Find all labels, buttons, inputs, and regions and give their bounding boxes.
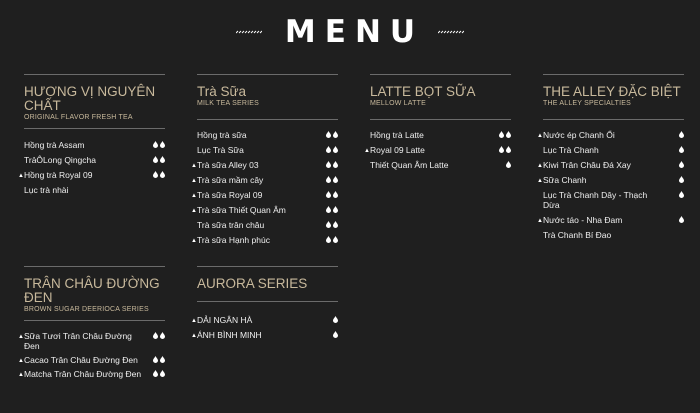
drop-icon: [333, 236, 338, 243]
menu-header: [0, 12, 700, 52]
item-name: Hồng trà Royal 09: [24, 170, 93, 180]
drop-icon: [333, 331, 338, 338]
section-rule: [24, 320, 165, 321]
item-temps: [153, 171, 165, 178]
item-name: Nước táo - Nha Đam: [543, 215, 623, 225]
item-name: Lục Trà Chanh: [543, 145, 599, 155]
section-title-line2: ĐEN: [24, 290, 53, 305]
item-list: [18, 140, 165, 195]
item-temps: [679, 131, 684, 138]
section-aurora-series: [191, 266, 338, 345]
item-name: Trà sữa mầm cây: [197, 175, 264, 185]
drop-icon: [326, 161, 331, 168]
star-icon: ▲: [191, 238, 197, 244]
item-temps: [326, 206, 338, 213]
item-name: TrảÔLong Qingcha: [24, 155, 96, 165]
item-temps: [679, 161, 684, 168]
item-name: DẢI NGÂN HÀ: [197, 315, 253, 325]
item-list: [191, 130, 338, 245]
drop-icon: [326, 191, 331, 198]
drop-icon: [326, 206, 331, 213]
menu-item[interactable]: [191, 235, 338, 245]
item-list: [364, 130, 511, 170]
star-icon: ▲: [191, 163, 197, 169]
menu-item[interactable]: [18, 369, 165, 379]
drop-icon: [679, 191, 684, 198]
section-title-line1: HƯƠNG VỊ NGUYÊN: [24, 84, 156, 99]
item-name: Sữa Tươi Trân Châu Đường Đen: [24, 331, 132, 351]
item-temps: [326, 221, 338, 228]
section-title-line2: CHẤT: [24, 98, 61, 113]
item-name: ÁNH BÌNH MINH: [197, 330, 262, 340]
drop-icon: [160, 356, 165, 363]
star-icon: ▲: [18, 334, 24, 340]
star-icon: ▲: [18, 173, 24, 179]
item-name: Lục Trà Sữa: [197, 145, 244, 155]
drop-icon: [679, 146, 684, 153]
title-decoration-left-icon: [236, 29, 262, 35]
menu-item[interactable]: [537, 160, 684, 170]
star-icon: ▲: [191, 318, 197, 324]
item-temps: [153, 332, 165, 339]
star-icon: ▲: [537, 133, 543, 139]
drop-icon: [153, 370, 158, 377]
item-name: Trà sữa Royal 09: [197, 190, 263, 200]
drop-icon: [160, 156, 165, 163]
item-name: Trà sữa trân châu: [197, 220, 265, 230]
section-subtitle: MILK TEA SERIES: [197, 100, 260, 107]
drop-icon: [153, 171, 158, 178]
item-temps: [153, 156, 165, 163]
section-top-rule: [197, 266, 338, 267]
item-name: Sữa Chanh: [543, 175, 587, 185]
drop-icon: [333, 221, 338, 228]
section-original-flavor: [18, 74, 165, 200]
item-temps: [679, 191, 684, 198]
drop-icon: [506, 146, 511, 153]
item-name: Hồng trà Assam: [24, 140, 85, 150]
menu-item[interactable]: [364, 145, 511, 155]
section-brown-sugar: [18, 266, 165, 383]
menu-item[interactable]: [543, 230, 684, 240]
drop-icon: [499, 131, 504, 138]
drop-icon: [153, 332, 158, 339]
drop-icon: [333, 316, 338, 323]
section-title: AURORA SERIES: [197, 276, 308, 291]
menu-item[interactable]: [537, 175, 684, 185]
item-temps: [326, 236, 338, 243]
menu-item[interactable]: [24, 155, 165, 165]
drop-icon: [679, 161, 684, 168]
drop-icon: [506, 161, 511, 168]
drop-icon: [333, 161, 338, 168]
section-milk-tea: [191, 74, 338, 250]
menu-item[interactable]: [191, 330, 338, 340]
menu-item[interactable]: [370, 160, 511, 170]
item-name: Trà sữa Hạnh phúc: [197, 235, 270, 245]
section-subtitle: THE ALLEY SPECIALTIES: [543, 100, 631, 107]
section-rule: [370, 119, 511, 120]
star-icon: ▲: [191, 178, 197, 184]
section-the-alley-specialties: [537, 74, 684, 245]
item-temps: [333, 331, 338, 338]
menu-title: MENU: [284, 14, 425, 50]
star-icon: ▲: [364, 148, 370, 154]
item-temps: [499, 146, 511, 153]
item-name: Lục Trà Chanh Dây - Thạch Dừa: [543, 190, 648, 210]
item-list: [537, 130, 684, 240]
section-rule: [543, 119, 684, 120]
drop-icon: [326, 146, 331, 153]
drop-icon: [333, 176, 338, 183]
section-title: [24, 85, 165, 113]
section-subtitle: ORIGINAL FLAVOR FRESH TEA: [24, 114, 133, 121]
item-temps: [326, 146, 338, 153]
drop-icon: [679, 131, 684, 138]
item-temps: [679, 216, 684, 223]
item-name: Royal 09 Latte: [370, 145, 425, 155]
drop-icon: [153, 141, 158, 148]
menu-item[interactable]: [537, 130, 684, 140]
item-temps: [326, 161, 338, 168]
drop-icon: [153, 156, 158, 163]
section-title-line1: TRÂN CHÂU ĐƯỜNG: [24, 276, 160, 291]
drop-icon: [160, 171, 165, 178]
drop-icon: [333, 191, 338, 198]
title-decoration-right-icon: [438, 29, 464, 35]
menu-item[interactable]: [191, 175, 338, 185]
menu-item[interactable]: [18, 170, 165, 180]
item-name: Kiwi Trân Châu Đá Xay: [543, 160, 631, 170]
star-icon: ▲: [18, 372, 24, 378]
menu-item[interactable]: [543, 145, 684, 155]
item-temps: [679, 146, 684, 153]
star-icon: ▲: [191, 333, 197, 339]
item-temps: [333, 316, 338, 323]
section-top-rule: [24, 266, 165, 267]
star-icon: ▲: [191, 193, 197, 199]
item-name: Matcha Trân Châu Đường Đen: [24, 369, 142, 379]
star-icon: ▲: [191, 208, 197, 214]
item-temps: [326, 191, 338, 198]
item-list: [191, 315, 338, 340]
drop-icon: [153, 356, 158, 363]
item-temps: [326, 131, 338, 138]
section-subtitle: BROWN SUGAR DEERIOCA SERIES: [24, 306, 149, 313]
item-temps: [506, 161, 511, 168]
section-subtitle: MELLOW LATTE: [370, 100, 426, 107]
drop-icon: [679, 176, 684, 183]
section-rule: [24, 128, 165, 129]
menu-item[interactable]: [191, 160, 338, 170]
drop-icon: [506, 131, 511, 138]
menu-item[interactable]: [18, 331, 165, 351]
drop-icon: [326, 131, 331, 138]
item-name: Nước ép Chanh Ổi: [543, 130, 615, 140]
drop-icon: [679, 216, 684, 223]
star-icon: ▲: [537, 163, 543, 169]
drop-icon: [326, 176, 331, 183]
menu-item[interactable]: [197, 130, 338, 140]
menu-item[interactable]: [197, 145, 338, 155]
item-temps: [153, 356, 165, 363]
section-mellow-latte: [364, 74, 511, 175]
item-name: Hồng trà Latte: [370, 130, 424, 140]
item-name: Trà Chanh Bí Đao: [543, 230, 612, 240]
drop-icon: [160, 332, 165, 339]
drop-icon: [499, 146, 504, 153]
menu-item[interactable]: [18, 355, 165, 365]
item-name: Hồng trà sữa: [197, 130, 247, 140]
drop-icon: [160, 141, 165, 148]
item-list: [18, 331, 165, 379]
star-icon: ▲: [537, 218, 543, 224]
menu-item[interactable]: [543, 190, 684, 210]
drop-icon: [333, 146, 338, 153]
item-name: Cacao Trân Châu Đường Đen: [24, 355, 138, 365]
item-temps: [499, 131, 511, 138]
drop-icon: [333, 131, 338, 138]
section-rule: [197, 119, 338, 120]
star-icon: ▲: [537, 178, 543, 184]
item-temps: [153, 370, 165, 377]
item-name: Thiết Quan Âm Latte: [370, 160, 449, 170]
menu-item[interactable]: [191, 205, 338, 215]
menu-item[interactable]: [24, 185, 165, 195]
section-title: THE ALLEY ĐẶC BIỆT: [543, 84, 681, 99]
section-top-rule: [370, 74, 511, 75]
section-rule: [197, 301, 338, 302]
item-name: Trà sữa Thiết Quan Âm: [197, 205, 286, 215]
menu-item[interactable]: [537, 215, 684, 225]
item-temps: [326, 176, 338, 183]
menu-item[interactable]: [24, 140, 165, 150]
section-title: Trà Sữa: [197, 84, 247, 99]
section-top-rule: [543, 74, 684, 75]
menu-item[interactable]: [191, 190, 338, 200]
drop-icon: [333, 206, 338, 213]
section-title: LATTE BỌT SỮA: [370, 84, 476, 99]
star-icon: ▲: [18, 358, 24, 364]
drop-icon: [326, 221, 331, 228]
drop-icon: [160, 370, 165, 377]
section-title: [24, 277, 165, 305]
drop-icon: [326, 236, 331, 243]
section-top-rule: [24, 74, 165, 75]
menu-item[interactable]: [197, 220, 338, 230]
item-temps: [679, 176, 684, 183]
section-top-rule: [197, 74, 338, 75]
item-name: Lục trà nhài: [24, 185, 69, 195]
item-name: Trà sữa Alley 03: [197, 160, 259, 170]
item-temps: [153, 141, 165, 148]
menu-item[interactable]: [370, 130, 511, 140]
menu-item[interactable]: [191, 315, 338, 325]
